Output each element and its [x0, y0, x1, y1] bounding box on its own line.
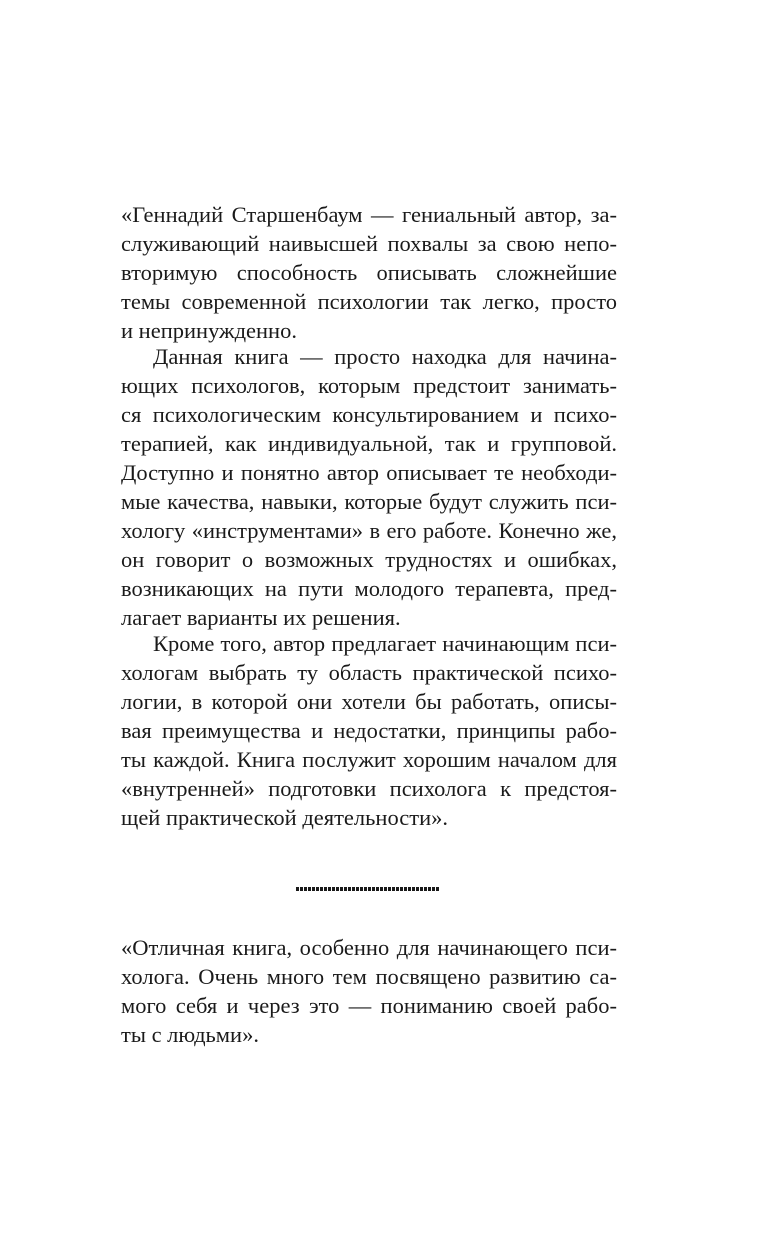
text-line: Доступно и понятно автор описывает те необходи-	[121, 460, 617, 485]
text-line: он говорит о возможных трудностях и ошибках,	[121, 547, 617, 572]
text-line: ты с людьми».	[121, 1022, 259, 1047]
text-line: «внутренней» подготовки психолога к предстоя-	[121, 776, 617, 801]
text-line: хологам выбрать ту область практической психо-	[121, 660, 617, 685]
text-line: Кроме того, автор предлагает начинающим пси-	[153, 631, 617, 656]
text-line: терапией, как индивидуальной, так и групповой.	[121, 431, 617, 456]
text-line: ся психологическим консультированием и психо-	[121, 402, 617, 427]
text-line: ющих психологов, которым предстоит занимать-	[121, 373, 617, 398]
text-line: лагает варианты их решения.	[121, 605, 401, 630]
text-line: логии, в которой они хотели бы работать, описы-	[121, 689, 617, 714]
text-line: «Отличная книга, особенно для начинающего пси-	[121, 935, 617, 960]
text-line: служивающий наивысшей похвалы за свою непо-	[121, 231, 617, 256]
text-line: вторимую способность описывать сложнейшие	[121, 260, 617, 285]
text-line: мого себя и через это — пониманию своей рабо-	[121, 993, 617, 1018]
text-line: Данная книга — просто находка для начина-	[153, 344, 617, 369]
text-line: вая преимущества и недостатки, принципы рабо-	[121, 718, 617, 743]
section-divider	[296, 887, 439, 891]
text-line: возникающих на пути молодого терапевта, пред-	[121, 576, 617, 601]
text-line: хологу «инструментами» в его работе. Конечно же,	[121, 518, 617, 543]
text-line: мые качества, навыки, которые будут служить пси-	[121, 489, 617, 514]
text-line: темы современной психологии так легко, просто	[121, 289, 617, 314]
text-line: и непринужденно.	[121, 318, 297, 343]
text-line: холога. Очень много тем посвящено развитию са-	[121, 964, 617, 989]
text-line: ты каждой. Книга послужит хорошим началом для	[121, 747, 617, 772]
text-line: «Геннадий Старшенбаум — гениальный автор, за-	[121, 202, 617, 227]
text-line: щей практической деятельности».	[121, 805, 448, 830]
